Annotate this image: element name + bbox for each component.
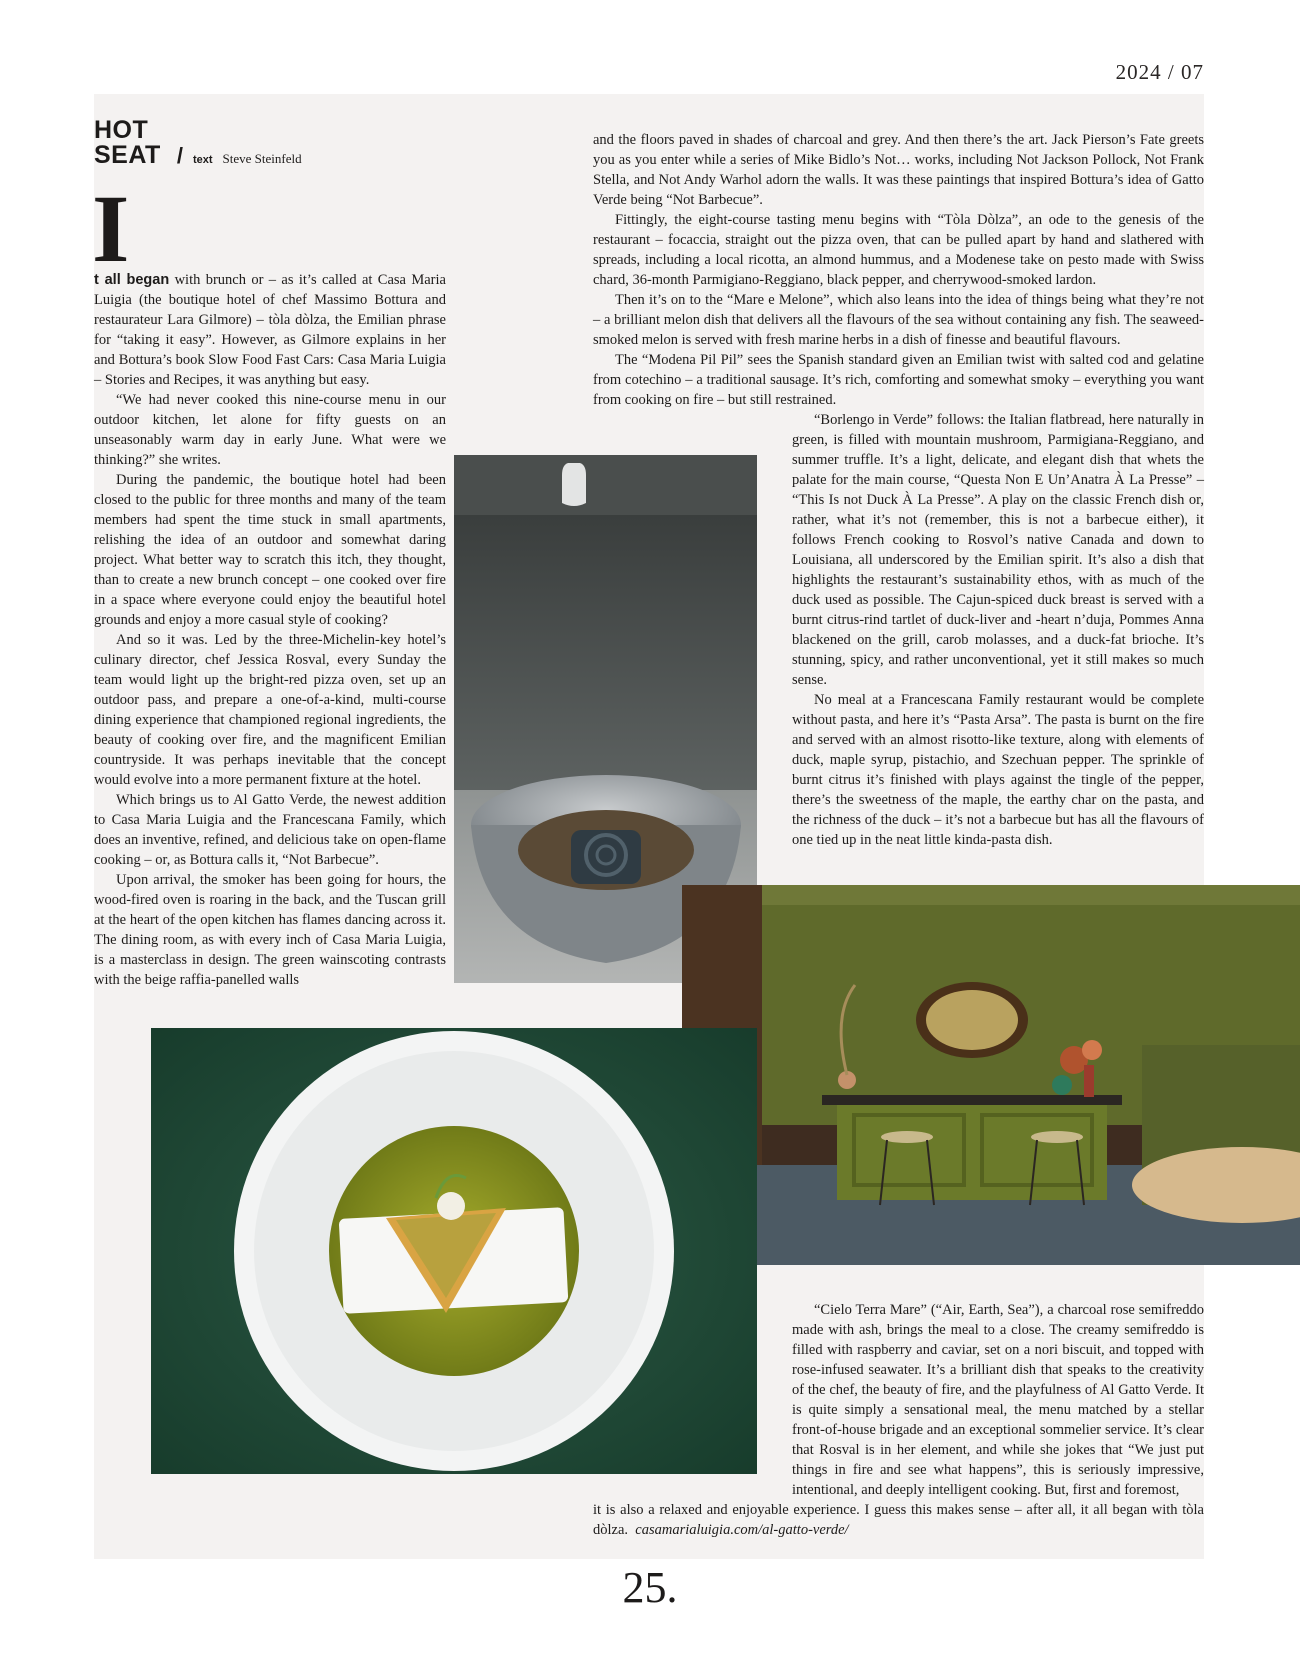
column-1 bbox=[94, 270, 446, 990]
lead-in: t all began bbox=[94, 272, 170, 288]
website-url: casamarialuigia.com/al-gatto-verde/ bbox=[635, 1522, 849, 1538]
paragraph: “Borlengo in Verde” follows: the Italian flatbread, here naturally in green, is filled with mountain mushroom, Parmigiana-Reggiano, and summer truffle. It’s a light, delicate, and elegant dish that whets the palate for the main course, “Questa Non E Un’Anatra À La Presse” – “This Is not Duck À La Presse”. A play on the classic French dish or, rather, what it’s not (remember, this is not a barbecue either), it follows French cooking to Rosvol’s native Canada and down to Louisiana, all underscored by the Emilian spirit. It’s also a dish that highlights the restaurant’s sustainability ethos, with as much of the duck used as possible. The Cajun-spiced duck breast is served with a burnt citrus-rind tartlet of duck-liver and -heart n’duja, Pommes Anna blackened on the grill, carob molasses, and a duck-fat brioche. It’s stunning, spicy, and rather unconventional, yet it still makes so much sense. bbox=[792, 412, 1204, 688]
kicker-slash: / bbox=[176, 143, 183, 168]
section-kicker bbox=[94, 118, 302, 169]
dining-room-illustration bbox=[682, 885, 1300, 1265]
paragraph: Upon arrival, the smoker has been going for hours, the wood-fired oven is roaring in the back, and the Tuscan grill at the heart of the open kitchen has flames dancing across it. The dining room, as with every inch of Casa Maria Luigia, is a masterclass in design. The green wainscoting contrasts with the beige raffia-panelled walls bbox=[94, 872, 446, 988]
plated-dish-illustration bbox=[151, 1028, 757, 1474]
byline-author: Steve Steinfeld bbox=[222, 151, 302, 166]
byline-label: text bbox=[192, 154, 213, 166]
paragraph: “Cielo Terra Mare” (“Air, Earth, Sea”), a charcoal rose semifreddo made with ash, brings the meal to a close. The creamy semifreddo is filled with raspberry and caviar, set on a nori biscuit, and topped with rose-infused seawater. It’s a brilliant dish that speaks to the creativity of the chef, the beauty of fire, and the playfulness of Al Gatto Verde. It is quite simply a sensational meal, the menu matched by a stellar front-of-house brigade and an exceptional sommelier service. It’s clear that Rosval is in her element, and while she jokes that “We just put things in fire and see what happens”, this is seriously impressive, intentional, and deeply intelligent cooking. But, first and foremost, bbox=[792, 1302, 1204, 1498]
plated-dish-photo bbox=[151, 1028, 757, 1474]
paragraph: Fittingly, the eight-course tasting menu begins with “Tòla Dòlza”, an ode to the genesis of the restaurant – focaccia, straight out the pizza oven, that can be pulled apart by hand and slathered with spreads, including a local ricotta, an almond hummus, and a Modenese take on pesto made with Swiss chard, 36-month Parmigiano-Reggiano, black pepper, and cherrywood-smoked lardon. bbox=[593, 212, 1204, 288]
column-3 bbox=[792, 410, 1204, 850]
paragraph: Then it’s on to the “Mare e Melone”, which also leans into the idea of things being what they’re not – a brilliant melon dish that delivers all the flavours of the sea without containing any fish. The seaweed-smoked melon is served with fresh marine herbs in a dish of finesse and beautiful flavours. bbox=[593, 292, 1204, 348]
kicker-hot: HOT bbox=[94, 116, 149, 144]
column-4 bbox=[792, 1300, 1204, 1500]
paragraph: t all began with brunch or – as it’s called at Casa Maria Luigia (the boutique hotel of chef Massimo Bottura and restaurateur Lara Gilmore) – tòla dòlza, the Emilian phrase for “taking it easy”. However, as Gilmore explains in her and Bottura’s book Slow Food Fast Cars: Casa Maria Luigia – Stories and Recipes, it was anything but easy. bbox=[94, 272, 446, 388]
paragraph: it is also a relaxed and enjoyable experience. I guess this makes sense – after all, it all began with tòla dòlza. casamarialuigia.com/al-gatto-verde/ bbox=[593, 1502, 1204, 1538]
paragraph: During the pandemic, the boutique hotel had been closed to the public for three months and many of the team members had spent the time stuck in small apartments, relishing the idea of an outdoor and somewhat daring project. What better way to scratch this itch, they thought, than to create a new brunch concept – one cooked over fire in a space where everyone could enjoy the beautiful hotel grounds and enjoy a more casual style of cooking? bbox=[94, 472, 446, 628]
paragraph: And so it was. Led by the three-Michelin-key hotel’s culinary director, chef Jessica Rosval, every Sunday the team would light up the bright-red pizza oven, set up an outdoor pass, and prepare a one-of-a-kind, multi-course dining experience that championed regional ingredients, the beauty of cooking over fire, and the magnificent Emilian countryside. It was perhaps inevitable that the concept would evolve into a more permanent fixture at the hotel. bbox=[94, 632, 446, 788]
paragraph: and the floors paved in shades of charcoal and grey. And then there’s the art. Jack Pierson’s Fate greets you as you enter while a series of Mike Bidlo’s Not… works, including Not Jackson Pollock, Not Frank Stella, and Not Andy Warhol adorn the walls. It was these paintings that inspired Bottura’s idea of Gatto Verde being “Not Barbecue”. bbox=[593, 132, 1204, 208]
paragraph: Which brings us to Al Gatto Verde, the newest addition to Casa Maria Luigia and the Francescana Family, which does an inventive, refined, and delicious take on open-flame cooking – or, as Bottura calls it, “Not Barbecue”. bbox=[94, 792, 446, 868]
paragraph: The “Modena Pil Pil” sees the Spanish standard given an Emilian twist with salted cod and gelatine from cotechino – a traditional sausage. It’s rich, comforting and somewhat smoky – everything you want from cooking on fire – but still restrained. bbox=[593, 352, 1204, 408]
paragraph: “We had never cooked this nine-course menu in our outdoor kitchen, let alone for fifty guests on an unseasonably warm day in early June. What were we thinking?” she writes. bbox=[94, 392, 446, 468]
closing-line bbox=[593, 1500, 1204, 1540]
kicker-seat: SEAT bbox=[94, 141, 161, 169]
drop-cap: I bbox=[92, 175, 130, 282]
paragraph: No meal at a Francescana Family restaurant would be complete without pasta, and here it’s “Pasta Arsa”. The pasta is burnt on the fire and served with an almost risotto-like texture, along with elements of duck, maple syrup, pistachio, and Szechuan pepper. The sprinkle of burnt citrus it’s finished with plays against the tingle of the pepper, there’s the sweetness of the maple, the earthy char on the pasta, and the richness of the duck – it’s not a barbecue but has all the flavours of one tied up in the neat little kinda-pasta dish. bbox=[792, 692, 1204, 848]
issue-date: 2024 / 07 bbox=[1115, 60, 1204, 84]
dining-room-photo bbox=[682, 885, 1300, 1265]
page-number: 25. bbox=[622, 1563, 678, 1612]
column-2 bbox=[593, 130, 1204, 410]
